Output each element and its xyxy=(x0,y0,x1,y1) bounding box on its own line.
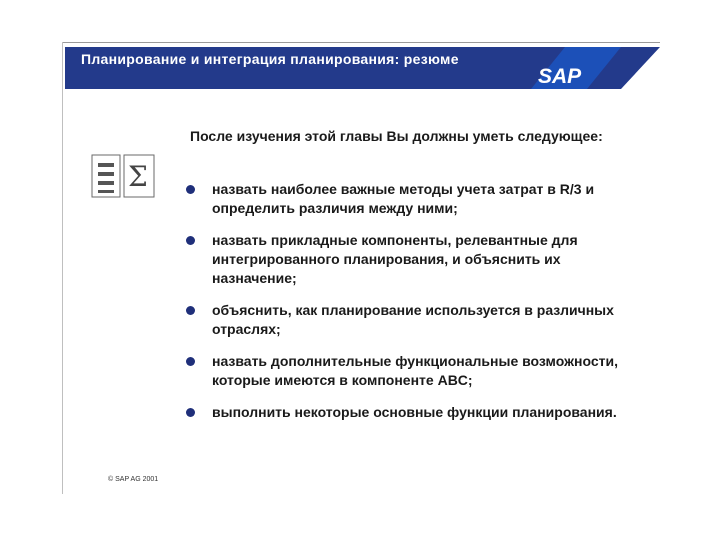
list-item xyxy=(186,231,626,288)
list-item-text: назвать наиболее важные методы учета затрат в R/3 и определить различия между ними; xyxy=(212,181,595,216)
svg-text:Σ: Σ xyxy=(128,160,148,193)
sap-logo-text: SAP xyxy=(538,65,582,87)
copyright-notice: © SAP AG 2001 xyxy=(108,476,159,483)
left-divider xyxy=(62,42,63,494)
bullet-icon xyxy=(186,306,195,315)
bullet-icon xyxy=(186,357,195,366)
sigma-summary-icon xyxy=(124,155,154,197)
list-item xyxy=(186,301,626,339)
bullet-icon xyxy=(186,236,195,245)
list-item-text: назвать прикладные компоненты, релевантные для интегрированного планирования, и объяснить их назначение; xyxy=(212,232,578,286)
document-lines-icon xyxy=(92,155,120,197)
list-item-text: объяснить, как планирование используется в различных отраслях; xyxy=(212,302,614,337)
list-item xyxy=(186,352,626,390)
bullet-icon xyxy=(186,408,195,417)
list-item xyxy=(186,180,626,218)
top-divider xyxy=(62,42,660,43)
bullet-icon xyxy=(186,185,195,194)
list-item-text: назвать дополнительные функциональные возможности, которые имеются в компоненте ABC; xyxy=(212,353,618,388)
page-title: Планирование и интеграция планирования: резюме xyxy=(81,51,459,67)
list-item xyxy=(186,403,626,422)
intro-text: После изучения этой главы Вы должны уметь следующее: xyxy=(190,128,603,144)
sap-logo xyxy=(530,63,584,87)
summary-icon xyxy=(90,153,158,199)
objectives-list xyxy=(186,180,626,435)
list-item-text: выполнить некоторые основные функции планирования. xyxy=(212,404,617,420)
